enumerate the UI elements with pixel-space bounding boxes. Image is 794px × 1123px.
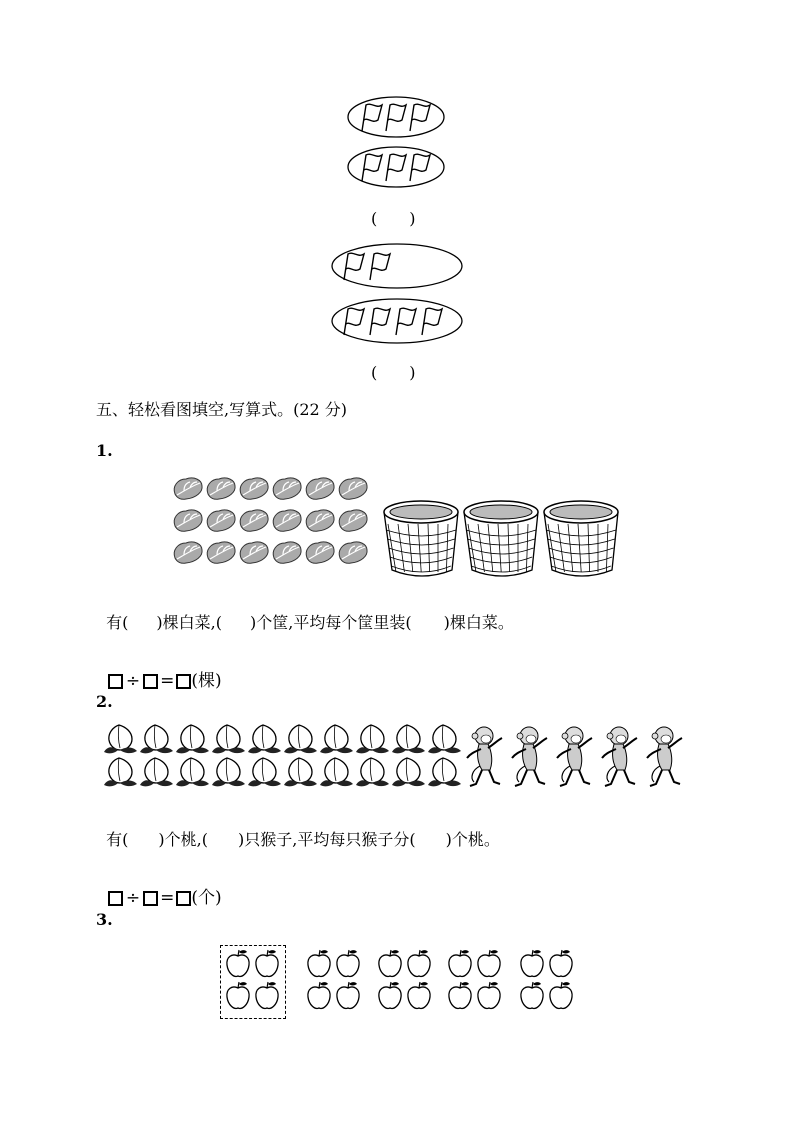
apple-icon — [227, 950, 249, 976]
q2-sentence — [96, 810, 500, 850]
monkey-icon — [647, 727, 682, 786]
apple-icon — [478, 982, 500, 1008]
q1-equation — [97, 646, 222, 691]
q1-text-part-4: )棵白菜。 — [443, 613, 514, 632]
q1-text-part-1: 有( — [106, 613, 129, 632]
apple-icon — [227, 982, 249, 1008]
peach-icon — [248, 725, 281, 753]
cabbage-icon — [339, 510, 367, 531]
peach-icon — [320, 725, 353, 753]
q1-box-dividend[interactable] — [108, 674, 123, 689]
flag-group-4 — [330, 297, 464, 345]
question-number-2: 2. — [96, 692, 113, 711]
apple-icon — [256, 982, 278, 1008]
apple-icon — [337, 982, 359, 1008]
question-number-1: 1. — [96, 441, 113, 460]
apple-icon — [308, 950, 330, 976]
peach-icon — [176, 758, 209, 786]
flag-icon — [410, 104, 430, 131]
section-heading: 五、轻松看图填空,写算式。(22 分) — [96, 400, 348, 419]
q2-text-part-2: )个桃,( — [158, 830, 208, 849]
q1-sentence — [96, 593, 514, 633]
cabbage-icon — [174, 542, 202, 563]
answer-blank-2[interactable]: ( ) — [371, 363, 416, 382]
cabbage-icon — [306, 478, 334, 499]
cabbage-icon — [207, 478, 235, 499]
q2-text-part-3: )只猴子,平均每只猴子分( — [238, 830, 416, 849]
peach-icon — [392, 725, 425, 753]
basket-row — [382, 500, 622, 580]
apple-icon — [308, 982, 330, 1008]
flag-icon — [386, 104, 406, 131]
apple-icon — [478, 950, 500, 976]
q1-box-divisor[interactable] — [143, 674, 158, 689]
flag-icon — [410, 154, 430, 181]
peach-icon — [392, 758, 425, 786]
monkey-icon — [512, 727, 547, 786]
basket-icon — [384, 501, 458, 576]
q2-equation — [97, 863, 222, 908]
cabbage-icon — [273, 542, 301, 563]
apple-icon — [379, 950, 401, 976]
q2-text-part-1: 有( — [106, 830, 129, 849]
flag-icon — [386, 154, 406, 181]
peach-icon — [212, 725, 245, 753]
q2-division-sign: ÷ — [125, 888, 141, 908]
cabbage-icon — [273, 510, 301, 531]
peach-icon — [356, 758, 389, 786]
monkey-icon — [467, 727, 502, 786]
q2-equals-sign: = — [160, 888, 175, 908]
q2-box-divisor[interactable] — [143, 891, 158, 906]
cabbage-icon — [306, 542, 334, 563]
apple-icon — [550, 982, 572, 1008]
peach-icon — [320, 758, 353, 786]
apple-icon — [550, 950, 572, 976]
cabbage-icon — [273, 478, 301, 499]
flag-group-1 — [346, 95, 446, 139]
flag-icon — [422, 308, 442, 335]
cabbage-icon — [174, 478, 202, 499]
basket-icon — [464, 501, 538, 576]
q1-equals-sign: = — [160, 671, 175, 691]
cabbage-icon — [339, 478, 367, 499]
monkey-icon — [557, 727, 592, 786]
answer-blank-1[interactable]: ( ) — [371, 209, 416, 228]
peach-grid — [102, 722, 464, 790]
cabbage-icon — [240, 542, 268, 563]
q1-unit: (棵) — [191, 671, 222, 691]
flag-icon — [344, 253, 364, 280]
peach-icon — [104, 758, 137, 786]
peach-icon — [104, 725, 137, 753]
apple-icon — [521, 982, 543, 1008]
basket-icon — [544, 501, 618, 576]
flag-icon — [344, 308, 364, 335]
q1-box-quotient[interactable] — [176, 674, 191, 689]
cabbage-icon — [174, 510, 202, 531]
peach-icon — [428, 725, 461, 753]
flag-icon — [362, 104, 382, 131]
peach-icon — [284, 758, 317, 786]
q2-unit: (个) — [191, 888, 222, 908]
apple-grid — [222, 948, 582, 1018]
peach-icon — [140, 725, 173, 753]
peach-icon — [248, 758, 281, 786]
monkey-row — [466, 724, 692, 792]
peach-icon — [356, 725, 389, 753]
cabbage-grid — [172, 474, 372, 572]
cabbage-icon — [339, 542, 367, 563]
flag-group-3 — [330, 242, 464, 290]
peach-icon — [140, 758, 173, 786]
flag-icon — [362, 154, 382, 181]
cabbage-icon — [240, 478, 268, 499]
cabbage-icon — [306, 510, 334, 531]
q2-box-dividend[interactable] — [108, 891, 123, 906]
cabbage-icon — [207, 542, 235, 563]
flag-icon — [370, 253, 390, 280]
q2-text-part-4: )个桃。 — [445, 830, 500, 849]
apple-icon — [408, 982, 430, 1008]
peach-icon — [284, 725, 317, 753]
apple-icon — [408, 950, 430, 976]
cabbage-icon — [240, 510, 268, 531]
flag-icon — [370, 308, 390, 335]
cabbage-icon — [207, 510, 235, 531]
question-number-3: 3. — [96, 910, 113, 929]
apple-icon — [449, 950, 471, 976]
flag-icon — [396, 308, 416, 335]
flag-group-2 — [346, 145, 446, 189]
apple-icon — [256, 950, 278, 976]
apple-icon — [521, 950, 543, 976]
q1-text-part-3: )个筐,平均每个筐里装( — [250, 613, 412, 632]
monkey-icon — [602, 727, 637, 786]
q1-text-part-2: )棵白菜,( — [156, 613, 222, 632]
q1-division-sign: ÷ — [125, 671, 141, 691]
q2-box-quotient[interactable] — [176, 891, 191, 906]
peach-icon — [428, 758, 461, 786]
peach-icon — [212, 758, 245, 786]
apple-icon — [449, 982, 471, 1008]
apple-icon — [337, 950, 359, 976]
apple-icon — [379, 982, 401, 1008]
peach-icon — [176, 725, 209, 753]
